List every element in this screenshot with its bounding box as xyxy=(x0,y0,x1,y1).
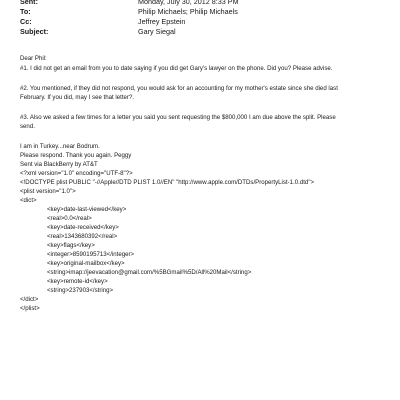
body-paragraph-2-line-2: February. If you did, may I see that letter?. xyxy=(20,94,135,101)
plist-entry: <key>flags</key> xyxy=(47,242,95,249)
plist-open-tag: <plist version="1.0"> xyxy=(20,188,76,195)
plist-entry: <key>date-last-viewed</key> xyxy=(47,206,127,213)
body-paragraph-2-line-1: #2. You mentioned, if they did not respond, you would ask for an accounting for my mother's estate since she died last xyxy=(20,85,338,92)
plist-entry: <key>remote-id</key> xyxy=(47,278,108,285)
plist-entry: <string>imap://jeevacation@gmail.com/%5BGmail%5D/All%20Mail</string> xyxy=(47,269,252,276)
header-cc-label: Cc: xyxy=(20,17,32,26)
plist-entry: <string>237903</string> xyxy=(47,287,114,294)
body-paragraph-1: #1. I did not get an email from you to date saying if you did get Gary's lawyer on the phone. Did you? Please advise. xyxy=(20,65,333,72)
plist-entry: <real>1343680392</real> xyxy=(47,233,118,240)
body-paragraph-3-line-2: send. xyxy=(20,123,35,130)
header-subject-value: Gary Siegal xyxy=(138,27,176,36)
body-greeting: Dear Phil: xyxy=(20,55,47,62)
body-closing-2: Please respond. Thank you again. Peggy xyxy=(20,152,132,159)
plist-doctype: <!DOCTYPE plist PUBLIC "-//Apple//DTD PLIST 1.0//EN" "http://www.apple.com/DTDs/PropertyList-1.0.dtd"> xyxy=(20,179,315,186)
header-cc-value: Jeffrey Epstein xyxy=(138,17,186,26)
header-sent-value: Monday, July 30, 2012 8:33 PM xyxy=(138,0,239,6)
plist-close-tag: </plist> xyxy=(20,305,40,312)
header-to-value: Philip Michaels; Philip Michaels xyxy=(138,7,238,16)
header-subject-label: Subject: xyxy=(20,27,49,36)
plist-dict-close-tag: </dict> xyxy=(20,296,39,303)
plist-entry: <key>date-received</key> xyxy=(47,224,119,231)
plist-dict-open-tag: <dict> xyxy=(20,197,37,204)
body-paragraph-3-line-1: #3. Also we asked a few times for a letter you said you sent requesting the $800,000 I am due above the split. Please xyxy=(20,114,336,121)
plist-xml-declaration: <?xml version="1.0" encoding="UTF-8"?> xyxy=(20,170,133,177)
plist-entry: <integer>8590195713</integer> xyxy=(47,251,135,258)
plist-entry: <key>original-mailbox</key> xyxy=(47,260,125,267)
plist-entry: <real>0.0</real> xyxy=(47,215,92,222)
header-sent-label: Sent: xyxy=(20,0,38,6)
body-closing-3: Sent via BlackBerry by AT&T xyxy=(20,161,98,168)
header-to-label: To: xyxy=(20,7,31,16)
body-closing-1: I am in Turkey...near Bodrum. xyxy=(20,143,100,150)
